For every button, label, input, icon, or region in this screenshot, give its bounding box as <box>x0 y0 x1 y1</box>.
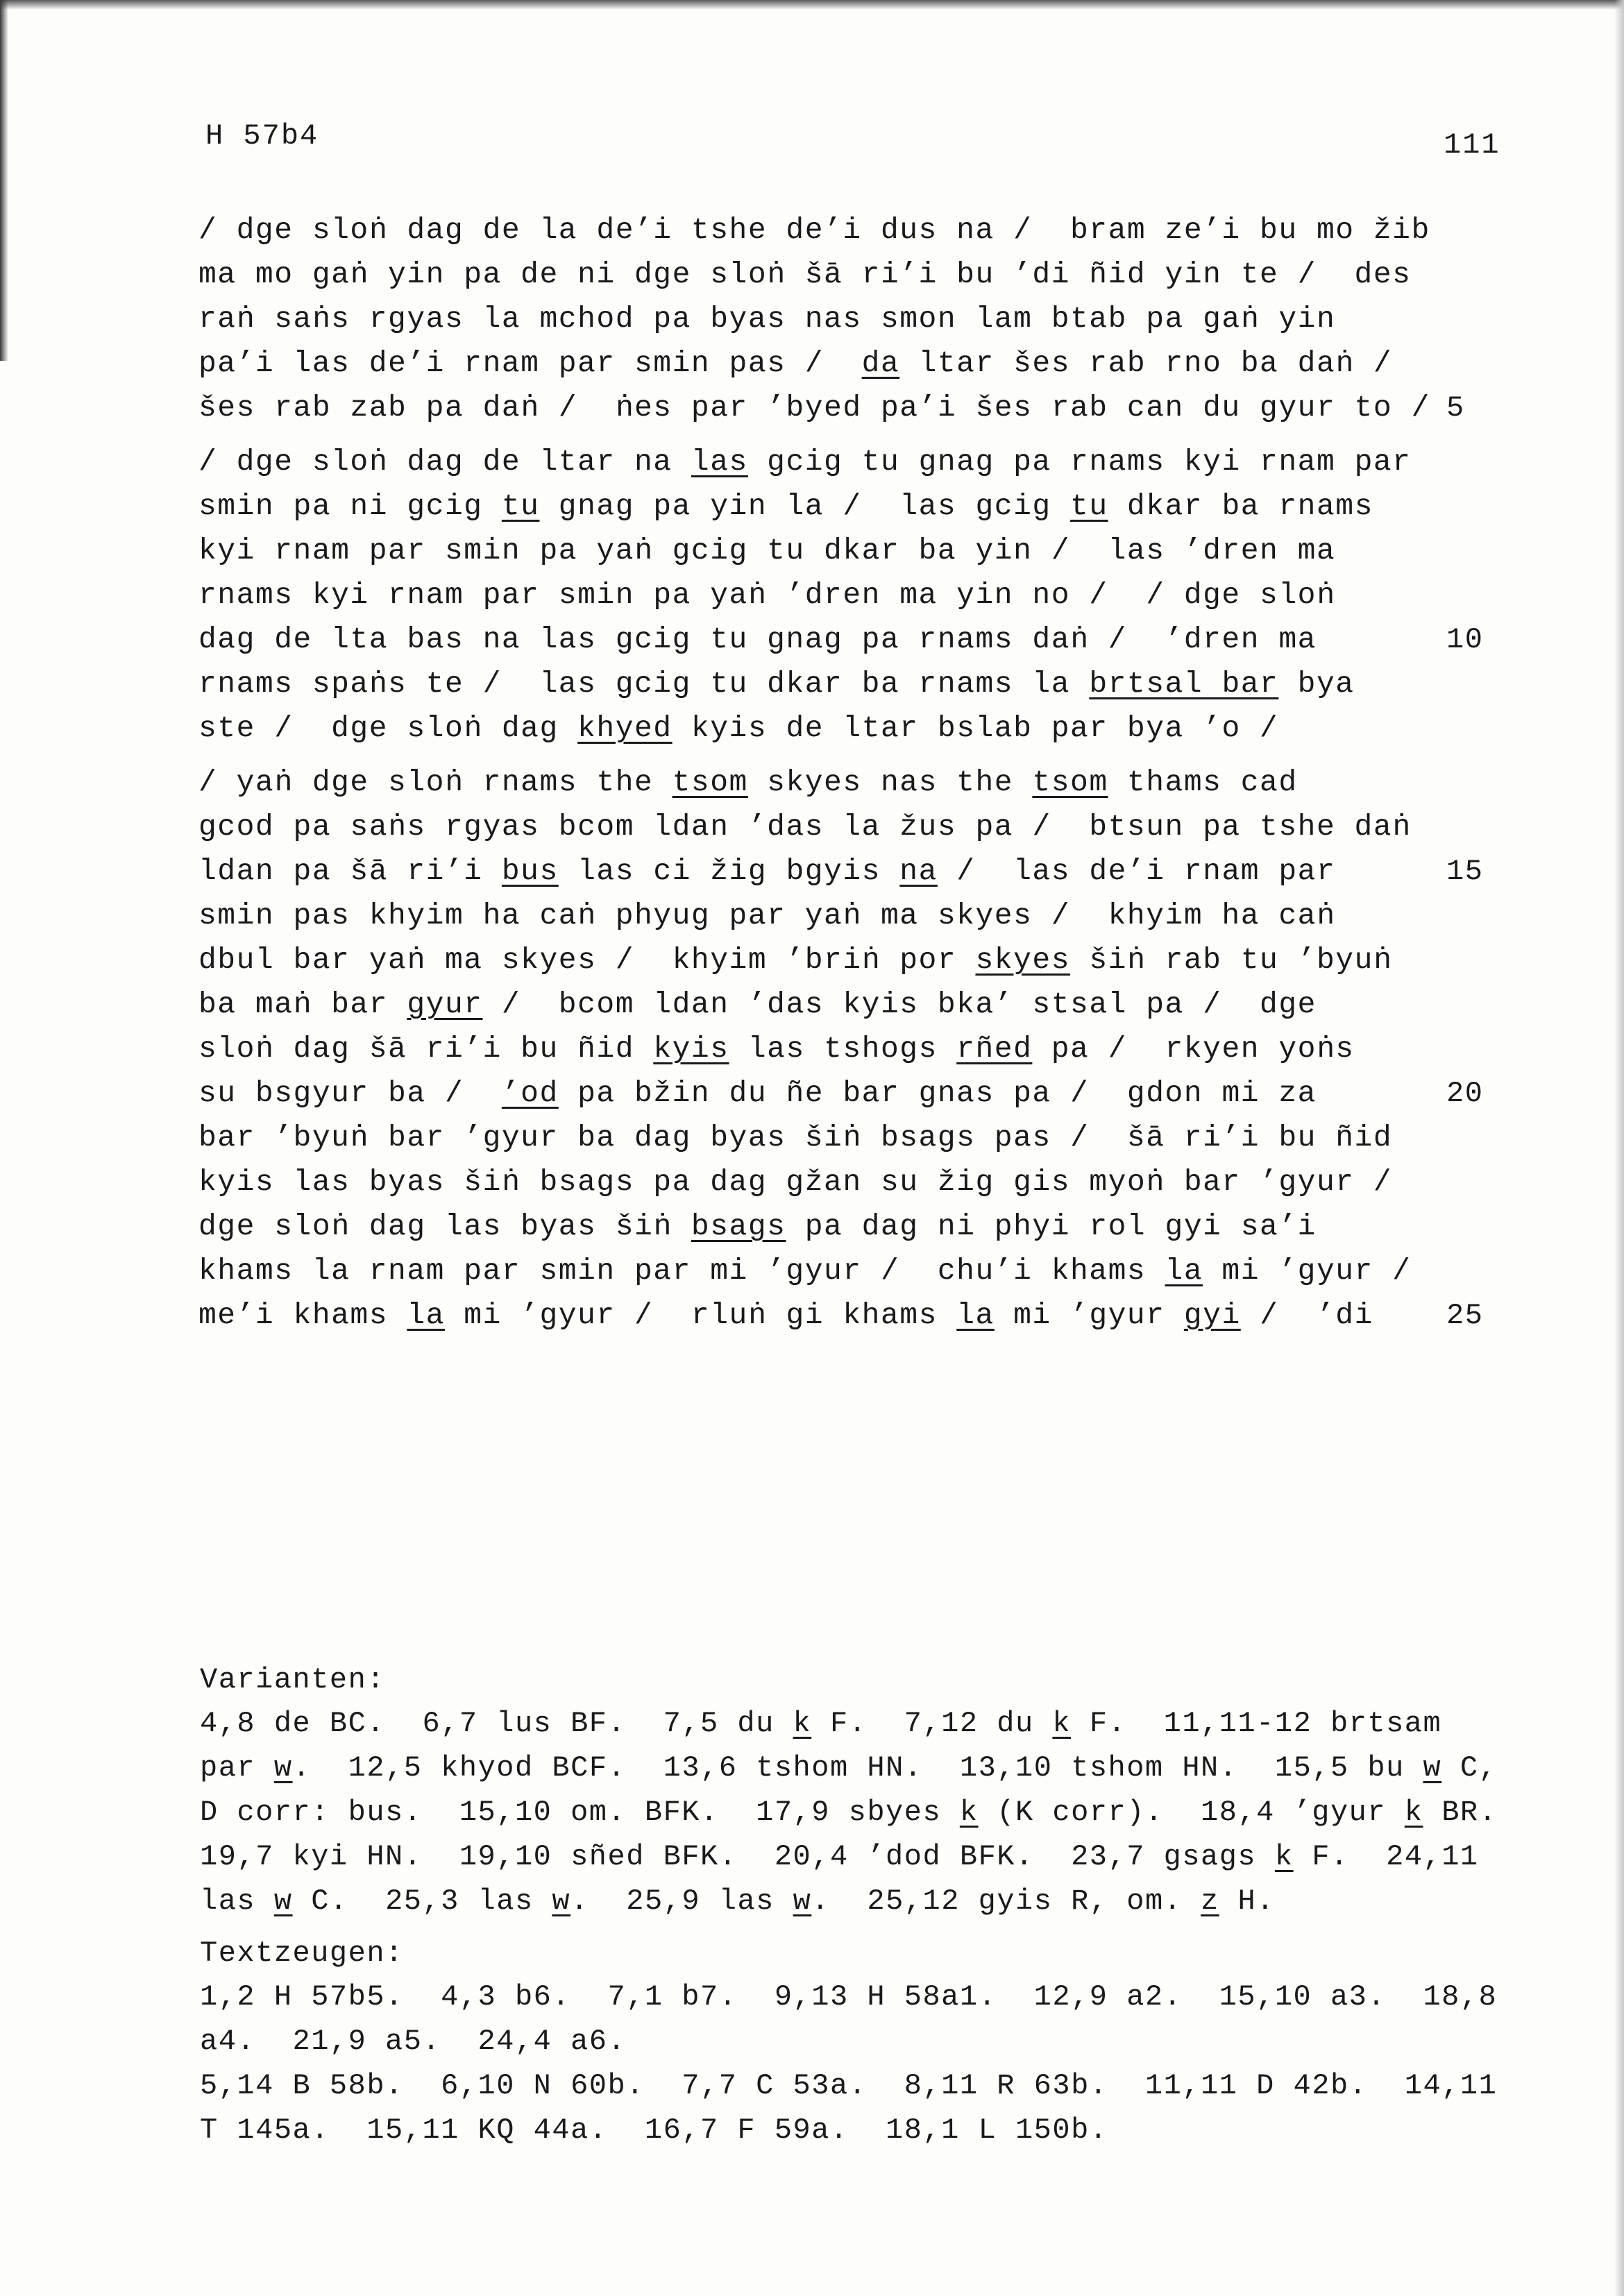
textzeugen-line <box>200 2019 1505 2064</box>
text-segment: bya <box>1278 667 1355 701</box>
text-line <box>198 297 1420 341</box>
underlined-word: w <box>273 1885 293 1918</box>
text-line <box>198 1249 1420 1293</box>
text-segment: pa / rkyen yoṅs <box>1032 1032 1355 1066</box>
underlined-word: na <box>899 854 938 888</box>
text-line <box>198 938 1420 983</box>
text-segment: ldan pa šā ri’i <box>198 854 502 888</box>
text-segment: kyi rnam par smin pa yaṅ gcig tu dkar ba yin / las ’dren ma <box>198 534 1336 568</box>
text-segment: dag de lta bas na las gcig tu gnag pa rnams daṅ / ’dren ma <box>198 622 1317 656</box>
scan-edge-top <box>0 0 1624 10</box>
running-head: H 57b4 <box>205 119 319 153</box>
scan-edge-left <box>0 0 8 361</box>
apparatus-segment: las <box>200 1885 274 1918</box>
text-segment: thams cad <box>1108 765 1298 799</box>
apparatus-segment: 1,2 H 57b5. 4,3 b6. 7,1 b7. 9,13 H 58a1. 12,9 a2. 15,10 a3. 18,8 <box>200 1980 1498 2014</box>
underlined-word: tu <box>501 489 540 523</box>
underlined-word: w <box>273 1751 293 1785</box>
varianten-heading: Varianten: <box>200 1663 386 1697</box>
text-line <box>198 849 1484 894</box>
text-segment: pa’i las de’i rnam par smin pas / <box>198 346 862 380</box>
apparatus-segment: (K corr). 18,4 ’gyur <box>978 1796 1405 1829</box>
apparatus-segment: . 25,12 gyis R, om. <box>811 1885 1201 1918</box>
line-number: 15 <box>1446 855 1484 888</box>
underlined-word: k <box>793 1707 812 1740</box>
text-segment: smin pa ni gcig <box>198 489 502 523</box>
textzeugen-line <box>200 2108 1505 2152</box>
underlined-word: la <box>407 1298 445 1332</box>
text-segment: las ci žig bgyis <box>558 854 900 888</box>
underlined-word: brtsal bar <box>1089 667 1279 701</box>
text-segment: gcod pa saṅs rgyas bcom ldan ’das la žus pa / btsun pa tshe daṅ <box>198 810 1412 844</box>
underlined-word: k <box>959 1796 979 1829</box>
text-line <box>198 760 1420 805</box>
underlined-word: las <box>691 445 748 479</box>
underlined-word: w <box>1423 1751 1442 1785</box>
text-segment: dkar ba rnams <box>1108 489 1373 523</box>
underlined-word: skyes <box>975 943 1071 977</box>
underlined-word: k <box>1052 1707 1072 1740</box>
varianten-line <box>200 1790 1505 1835</box>
text-line <box>198 440 1420 484</box>
underlined-word: khyed <box>577 711 673 745</box>
main-text <box>198 208 1484 1338</box>
apparatus-segment: BR. <box>1423 1796 1498 1829</box>
textzeugen-list <box>200 1975 1505 2152</box>
text-segment: rnams kyi rnam par smin pa yaṅ ’dren ma yin no / / dge sloṅ <box>198 578 1336 612</box>
apparatus-segment: F. 7,12 du <box>811 1707 1053 1740</box>
text-segment: / dge sloṅ dag de ltar na <box>198 445 691 479</box>
text-segment: pa dag ni phyi rol gyi sa’i <box>786 1209 1317 1243</box>
text-line <box>198 529 1420 573</box>
underlined-word: kyis <box>653 1032 729 1066</box>
underlined-word: da <box>861 346 900 380</box>
text-line <box>198 253 1420 297</box>
underlined-word: k <box>1404 1796 1423 1829</box>
apparatus-segment: a4. 21,9 a5. 24,4 a6. <box>200 2025 627 2058</box>
text-line <box>198 1027 1420 1071</box>
underlined-word: tsom <box>1032 765 1108 799</box>
apparatus-segment: 19,7 kyi HN. 19,10 sñed BFK. 20,4 ’dod BFK. 23,7 gsags <box>200 1840 1275 1873</box>
underlined-word: gyi <box>1183 1298 1241 1332</box>
text-segment: / las de’i rnam par <box>937 854 1336 888</box>
text-segment: ltar šes rab rno ba daṅ / <box>899 346 1393 380</box>
text-segment: me’i khams <box>198 1298 407 1332</box>
varianten-line <box>200 1835 1505 1879</box>
text-line <box>198 1293 1484 1338</box>
line-number: 20 <box>1446 1077 1484 1110</box>
underlined-word: bsags <box>691 1209 786 1243</box>
text-segment: ba maṅ bar <box>198 987 407 1021</box>
text-segment: mi ’gyur / <box>1203 1254 1412 1288</box>
apparatus-segment: F. 24,11 <box>1293 1840 1479 1873</box>
text-segment: rnams spaṅs te / las gcig tu dkar ba rnams la <box>198 667 1090 701</box>
scan-edge-right <box>1614 0 1624 2296</box>
spacer <box>200 1923 1505 1932</box>
text-segment: mi ’gyur / rluṅ gi khams <box>444 1298 957 1332</box>
underlined-word: k <box>1274 1840 1294 1873</box>
text-line <box>198 1160 1420 1205</box>
underlined-word: tsom <box>672 765 748 799</box>
text-segment: raṅ saṅs rgyas la mchod pa byas nas smon lam btab pa gaṅ yin <box>198 302 1336 336</box>
underlined-word: w <box>552 1885 571 1918</box>
text-line <box>198 1205 1420 1249</box>
text-line <box>198 983 1420 1027</box>
text-segment: gnag pa yin la / las gcig <box>539 489 1071 523</box>
text-line <box>198 208 1430 253</box>
line-number: 5 <box>1446 391 1465 425</box>
text-line <box>198 805 1420 849</box>
apparatus-segment: 4,8 de BC. 6,7 lus BF. 7,5 du <box>200 1707 793 1740</box>
text-line <box>198 341 1420 386</box>
text-line <box>198 1071 1484 1116</box>
underlined-word: bus <box>501 854 559 888</box>
underlined-word: ’od <box>501 1076 559 1110</box>
apparatus-segment: H. <box>1219 1885 1275 1918</box>
text-segment: / yaṅ dge sloṅ rnams the <box>198 765 673 799</box>
apparatus-segment: F. 11,11-12 brtsam <box>1071 1707 1442 1740</box>
text-line <box>198 386 1465 430</box>
text-segment: su bsgyur ba / <box>198 1076 502 1110</box>
textzeugen-line <box>200 1975 1505 2019</box>
underlined-word: la <box>1165 1254 1203 1288</box>
text-segment: las tshogs <box>729 1032 957 1066</box>
textzeugen-line <box>200 2064 1505 2108</box>
apparatus-segment: . 25,9 las <box>570 1885 793 1918</box>
text-line <box>198 662 1420 706</box>
text-segment: / dge sloṅ dag de la de’i tshe de’i dus na / bram ze’i bu mo žib <box>198 213 1430 247</box>
apparatus-segment: C. 25,3 las <box>292 1885 552 1918</box>
underlined-word: z <box>1201 1885 1219 1918</box>
text-segment: kyis de ltar bslab par bya ’o / <box>672 711 1279 745</box>
page-number: 111 <box>1444 128 1500 162</box>
text-segment: dge sloṅ dag las byas šiṅ <box>198 1209 691 1243</box>
apparatus-segment: C, <box>1441 1751 1498 1785</box>
text-line <box>198 618 1484 662</box>
text-segment: / ’di <box>1240 1298 1373 1332</box>
text-segment: dbul bar yaṅ ma skyes / khyim ’briṅ por <box>198 943 976 977</box>
apparatus-segment: 5,14 B 58b. 6,10 N 60b. 7,7 C 53a. 8,11 R 63b. 11,11 D 42b. 14,11 <box>200 2069 1498 2102</box>
text-segment: ma mo gaṅ yin pa de ni dge sloṅ šā ri’i bu ’di ñid yin te / des <box>198 257 1412 291</box>
text-line <box>198 894 1420 938</box>
apparatus-segment: . 12,5 khyod BCF. 13,6 tshom HN. 13,10 tshom HN. 15,5 bu <box>292 1751 1423 1785</box>
varianten-list <box>200 1701 1505 1923</box>
text-segment: smin pas khyim ha caṅ phyug par yaṅ ma skyes / khyim ha caṅ <box>198 899 1336 933</box>
text-segment: šes rab zab pa daṅ / ṅes par ’byed pa’i šes rab can du gyur to / <box>198 391 1430 425</box>
varianten-line <box>200 1879 1505 1923</box>
text-segment: bar ’byuṅ bar ’gyur ba dag byas šiṅ bsags pas / šā ri’i bu ñid <box>198 1121 1393 1155</box>
apparatus-segment: D corr: bus. 15,10 om. BFK. 17,9 sbyes <box>200 1796 960 1829</box>
apparatus-segment: T 145a. 15,11 KQ 44a. 16,7 F 59a. 18,1 L 150b. <box>200 2114 1108 2147</box>
underlined-word: tu <box>1070 489 1108 523</box>
text-segment: šiṅ rab tu ’byuṅ <box>1070 943 1393 977</box>
textzeugen-heading: Textzeugen: <box>200 1937 404 1970</box>
underlined-word: la <box>956 1298 995 1332</box>
text-segment: skyes nas the <box>747 765 1033 799</box>
text-line <box>198 706 1420 751</box>
varianten-line <box>200 1746 1505 1790</box>
underlined-word: gyur <box>407 987 483 1021</box>
text-segment: gcig tu gnag pa rnams kyi rnam par <box>747 445 1412 479</box>
varianten-line <box>200 1701 1505 1746</box>
text-segment: kyis las byas šiṅ bsags pa dag gžan su žig gis myoṅ bar ’gyur / <box>198 1165 1393 1199</box>
text-segment: mi ’gyur <box>994 1298 1184 1332</box>
critical-apparatus <box>200 1658 1505 2152</box>
line-number: 10 <box>1446 623 1484 656</box>
underlined-word: w <box>793 1885 812 1918</box>
text-segment: ste / dge sloṅ dag <box>198 711 578 745</box>
underlined-word: rñed <box>956 1032 1033 1066</box>
text-line <box>198 484 1420 529</box>
apparatus-segment: par <box>200 1751 274 1785</box>
text-line <box>198 573 1420 618</box>
line-number: 25 <box>1446 1299 1484 1332</box>
text-segment: / bcom ldan ’das kyis bka’ stsal pa / dge <box>482 987 1317 1021</box>
text-segment: khams la rnam par smin par mi ’gyur / chu’i khams <box>198 1254 1165 1288</box>
text-line <box>198 1116 1420 1160</box>
text-segment: pa bžin du ñe bar gnas pa / gdon mi za <box>558 1076 1317 1110</box>
text-segment: sloṅ dag šā ri’i bu ñid <box>198 1032 654 1066</box>
